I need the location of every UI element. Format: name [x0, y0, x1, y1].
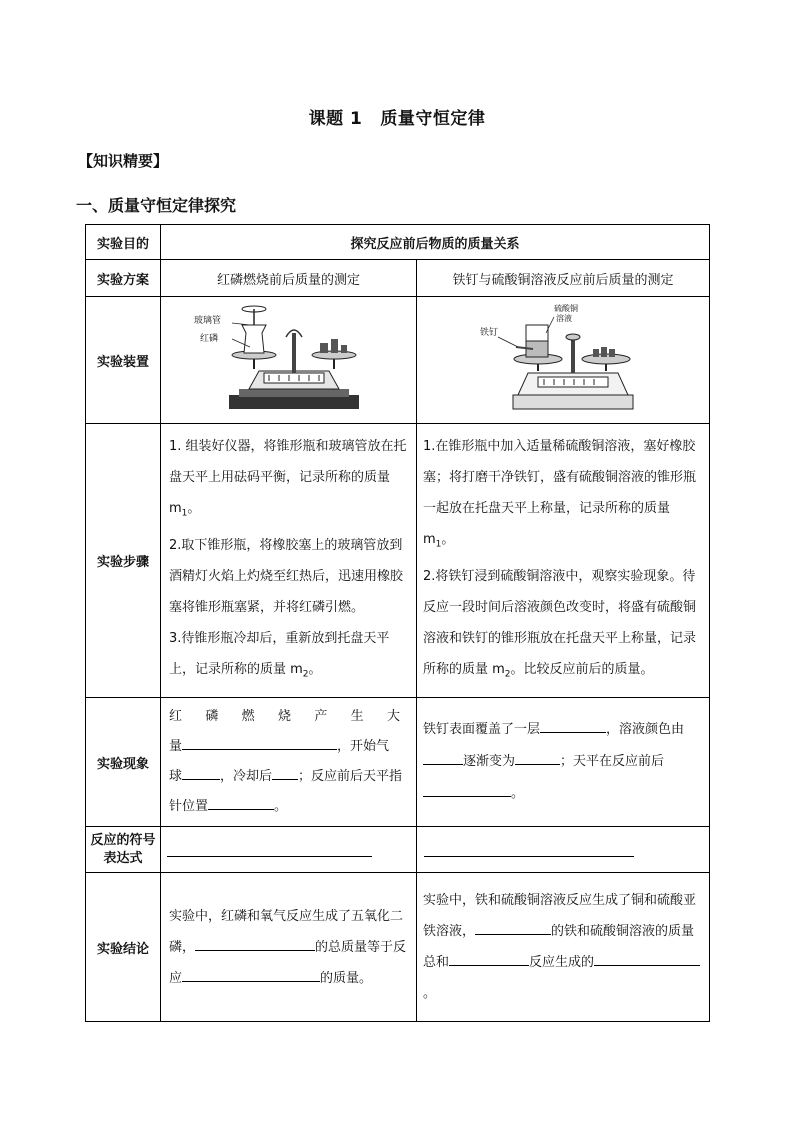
blank-color-to[interactable]	[515, 750, 560, 765]
phenomenon-right-line1	[423, 714, 703, 746]
label-steps: 实验步骤	[86, 424, 161, 698]
expression-left[interactable]	[161, 827, 417, 873]
lesson-number: 课题 1	[308, 109, 363, 129]
phen-r-text3: 逐渐变为	[463, 754, 516, 769]
steps-left	[161, 424, 417, 698]
step-right-1: 1.在锥形瓶中加入适量稀硫酸铜溶液，塞好橡胶塞；将打磨干净铁钉，盛有硫酸铜溶液的锥形瓶一起放在托盘天平上称量，记录所称的质量 $m_1$。	[423, 438, 697, 550]
steps-right	[417, 424, 710, 698]
label-solution: 溶液	[556, 313, 572, 323]
expression-right[interactable]	[417, 827, 710, 873]
label-glass-tube: 玻璃管	[193, 315, 221, 326]
row-conclusion	[86, 873, 710, 1022]
blank-color-from[interactable]	[423, 750, 463, 765]
balance-red-phosphorus-icon	[194, 303, 384, 418]
row-plan	[86, 260, 710, 297]
blank-balance[interactable]	[423, 782, 511, 797]
concl-l-text1: 实验中，红磷和氧气反应生成了五氧化二磷，	[169, 908, 404, 955]
concl-r-text4: 。	[423, 986, 437, 1001]
phenomenon-left-line3	[169, 762, 408, 792]
purpose-value: 探究反应前后物质的质量关系	[161, 225, 710, 260]
row-phenomenon	[86, 698, 710, 827]
step-right-2-text: 2.将铁钉浸到硫酸铜溶液中，观察实验现象。待反应一段时间后溶液颜色改变时，将盛有硫酸铜溶液和铁钉的锥形瓶放在托盘天平上称量，记录所称的质量 m	[423, 568, 697, 677]
phen-l-text6: 针位置	[169, 799, 209, 814]
phen-r-text2: ，溶液颜色由	[606, 722, 685, 737]
step-right-2-compare: 比较反应前后的质量。	[523, 661, 654, 677]
conclusion-left	[161, 873, 417, 1022]
phen-l-text3: 球	[169, 769, 183, 784]
phen-l-text5: ；反应前后天平指	[298, 769, 403, 784]
section-one-heading: 一、质量守恒定律探究	[76, 196, 237, 215]
phen-l-text7: 。	[274, 799, 288, 814]
label-apparatus: 实验装置	[86, 297, 161, 424]
concl-l-text3: 的质量。	[320, 970, 373, 986]
label-purpose: 实验目的	[86, 225, 161, 260]
step-left-2: 2.取下锥形瓶，将橡胶塞上的玻璃管放到酒精灯火焰上灼烧至红热后，迅速用橡胶塞将锥形瓶塞紧，并将红磷引燃。	[169, 537, 404, 615]
phenomenon-right	[417, 698, 710, 827]
step-right-1-text: 1.在锥形瓶中加入适量稀硫酸铜溶液，塞好橡胶塞；将打磨干净铁钉，盛有硫酸铜溶液的锥形瓶一起放在托盘天平上称量，记录所称的质量 m	[423, 438, 697, 547]
label-copper-sulfate: 硫酸铜	[554, 303, 578, 313]
phenomenon-left-line2	[169, 732, 408, 762]
blank-reactants[interactable]	[195, 936, 315, 951]
phen-r-text4: ；天平在反应前后	[560, 754, 665, 769]
step-left-3: 3.待锥形瓶冷却后，重新放到托盘天平上，记录所称的质量 $m_2$。	[169, 630, 390, 680]
row-steps	[86, 424, 710, 698]
phenomenon-left	[161, 698, 417, 827]
apparatus-right	[417, 297, 710, 424]
label-phenomenon: 实验现象	[86, 698, 161, 827]
concl-r-text2: 的铁和硫酸铜溶液的质量总和	[423, 924, 695, 970]
blank-generated[interactable]	[594, 951, 700, 966]
blank-balloon[interactable]	[182, 765, 220, 780]
label-expression: 反应的符号表达式	[86, 827, 161, 873]
step-right-2-sub: 2	[504, 669, 511, 680]
experiment-table	[85, 224, 710, 1022]
blank-pointer[interactable]	[208, 795, 274, 810]
expression-right-line[interactable]	[424, 855, 634, 857]
phen-l-text2: ，开始气	[337, 739, 390, 754]
phen-l-text4: ，冷却后	[220, 769, 273, 784]
phenomenon-left-line4	[169, 792, 408, 822]
page-title	[0, 104, 794, 129]
balance-iron-nail-icon	[478, 303, 648, 418]
expression-left-line[interactable]	[167, 855, 372, 857]
concl-r-text3: 反应生成的	[529, 955, 595, 970]
label-red-phosphorus: 红磷	[199, 333, 218, 344]
step-right-2: 2.将铁钉浸到硫酸铜溶液中，观察实验现象。待反应一段时间后溶液颜色改变时，将盛有硫酸铜溶液和铁钉的锥形瓶放在托盘天平上称量，记录所称的质量 $m_2$。比较反应前后的质量。	[423, 568, 697, 680]
blank-participating[interactable]	[475, 920, 551, 935]
row-purpose	[86, 225, 710, 260]
conclusion-right	[417, 873, 710, 1022]
blank-smoke[interactable]	[182, 735, 337, 750]
concl-l-text2: 的总质量等于反应	[169, 939, 407, 986]
label-conclusion: 实验结论	[86, 873, 161, 1022]
step-left-1-text: 1. 组装好仪器，将锥形瓶和玻璃管放在托盘天平上用砝码平衡，记录所称的质量 m	[169, 438, 407, 516]
phenomenon-left-line1: 红磷燃烧产生大	[169, 709, 408, 724]
lesson-title: 质量守恒定律	[380, 109, 486, 129]
phenomenon-right-line3	[423, 778, 703, 810]
step-right-1-sub: 1	[435, 539, 442, 550]
section-knowledge-heading: 【知识精要】	[78, 152, 169, 170]
row-expression	[86, 827, 710, 873]
plan-right: 铁钉与硫酸铜溶液反应前后质量的测定	[417, 260, 710, 297]
blank-equals[interactable]	[449, 951, 529, 966]
phen-l-text1: 量	[169, 739, 183, 754]
label-iron-nail: 铁钉	[480, 327, 499, 338]
step-left-3-sub: 2	[302, 669, 309, 680]
blank-products[interactable]	[182, 967, 320, 982]
step-left-3-text: 3.待锥形瓶冷却后，重新放到托盘天平上，记录所称的质量 m	[169, 630, 390, 677]
blank-layer[interactable]	[540, 718, 606, 733]
apparatus-left	[161, 297, 417, 424]
plan-left: 红磷燃烧前后质量的测定	[161, 260, 417, 297]
concl-r-text1: 实验中，铁和硫酸铜溶液反应生成了铜和硫酸亚铁溶液，	[423, 893, 697, 939]
row-apparatus	[86, 297, 710, 424]
phenomenon-right-line2	[423, 746, 703, 778]
blank-cool[interactable]	[272, 765, 298, 780]
phen-r-text5: 。	[511, 786, 525, 801]
phen-r-text1: 铁钉表面覆盖了一层	[423, 722, 541, 737]
step-left-1: 1. 组装好仪器，将锥形瓶和玻璃管放在托盘天平上用砝码平衡，记录所称的质量 $m_1$。	[169, 438, 407, 519]
label-plan: 实验方案	[86, 260, 161, 297]
step-left-1-sub: 1	[181, 508, 188, 519]
